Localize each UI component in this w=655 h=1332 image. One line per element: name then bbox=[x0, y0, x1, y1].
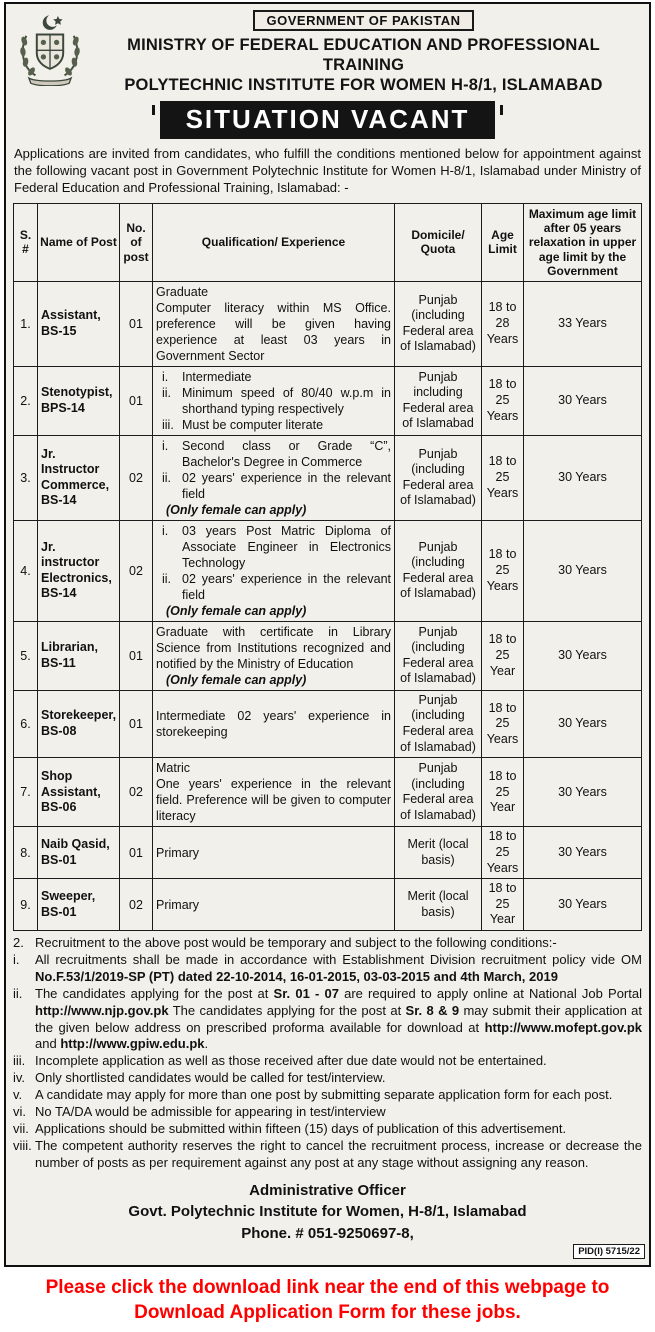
list-text: Intermediate bbox=[182, 369, 252, 384]
qualification-cell bbox=[153, 879, 395, 931]
qualification-text: Graduate bbox=[156, 284, 209, 299]
condition-item bbox=[13, 1053, 642, 1070]
max-age-relaxed: 30 Years bbox=[524, 520, 642, 621]
max-age-relaxed: 30 Years bbox=[524, 879, 642, 931]
condition-number: iv. bbox=[13, 1070, 26, 1086]
serial-number: 6. bbox=[14, 690, 38, 758]
serial-number: 3. bbox=[14, 435, 38, 520]
qualification-cell bbox=[153, 520, 395, 621]
condition-text bbox=[35, 1121, 642, 1138]
intro-paragraph: Applications are invited from candidates, who fulfill the conditions mentioned below for appointment against the following vacant post in Government Polytechnic Institute for Women H-8/1, Islamabad under Ministry of Federal Education and Professional Training, Islamabad: - bbox=[14, 146, 641, 196]
qualification-list-item bbox=[156, 523, 391, 571]
column-header: Name of Post bbox=[38, 204, 120, 282]
female-only-note: (Only female can apply) bbox=[166, 603, 307, 618]
condition-text bbox=[35, 986, 642, 1054]
table-row bbox=[14, 758, 642, 827]
post-count: 02 bbox=[120, 520, 153, 621]
list-text: 02 years' experience in the relevant field bbox=[182, 470, 391, 501]
situation-vacant-title: SITUATION VACANT bbox=[160, 101, 496, 139]
post-count: 02 bbox=[120, 435, 153, 520]
list-number: iii. bbox=[162, 417, 174, 432]
post-name: Assistant, BS-15 bbox=[38, 281, 120, 366]
table-body bbox=[14, 281, 642, 930]
header-text bbox=[85, 10, 642, 95]
ministry-title: MINISTRY OF FEDERAL EDUCATION AND PROFESSIONAL TRAINING bbox=[127, 36, 600, 75]
qualification-cell bbox=[153, 435, 395, 520]
condition-text bbox=[35, 952, 642, 986]
title-band-wrap bbox=[13, 101, 642, 139]
list-number: ii. bbox=[162, 385, 172, 400]
qualification-text: Matric bbox=[156, 761, 191, 776]
text-segment: Applications should be submitted within fifteen (15) days of publication of this advertisement. bbox=[35, 1120, 567, 1136]
text-segment: A candidate may apply for more than one post by submitting separate application form for each post. bbox=[35, 1087, 613, 1103]
post-name: Jr. instructor Electronics, BS-14 bbox=[38, 520, 120, 621]
qualification-text: Intermediate 02 years' experience in storekeeping bbox=[156, 709, 391, 740]
list-text: Minimum speed of 80/40 w.p.m in shorthand typing respectively bbox=[182, 385, 391, 416]
post-count: 01 bbox=[120, 621, 153, 690]
column-header: Qualification/ Experience bbox=[153, 204, 395, 282]
column-header: No. of post bbox=[120, 204, 153, 282]
condition-number: viii. bbox=[13, 1137, 32, 1153]
text-segment: Only shortlisted candidates would be called for test/interview. bbox=[35, 1070, 386, 1086]
text-segment: All recruitments shall be made in accordance with Establishment Division recruitment policy vide OM bbox=[35, 951, 642, 967]
list-number: i. bbox=[162, 438, 169, 453]
max-age-relaxed: 30 Years bbox=[524, 621, 642, 690]
government-of-pakistan-label: GOVERNMENT OF PAKISTAN bbox=[253, 10, 475, 31]
qualification-list-item bbox=[156, 571, 391, 603]
ad-header bbox=[13, 10, 642, 95]
table-head bbox=[14, 204, 642, 282]
domicile-quota: Punjab (including Federal area of Islamabad) bbox=[395, 758, 482, 827]
list-text: Must be computer literate bbox=[182, 417, 324, 432]
text-segment: may submit their application at the given below address on prescribed proforma available for download at bbox=[35, 1002, 642, 1035]
domicile-quota: Punjab including Federal area of Islamabad bbox=[395, 366, 482, 435]
condition-item bbox=[13, 1138, 642, 1172]
condition-text bbox=[35, 1104, 642, 1121]
domicile-quota: Merit (local basis) bbox=[395, 827, 482, 879]
text-segment: and bbox=[35, 1036, 61, 1052]
max-age-relaxed: 30 Years bbox=[524, 366, 642, 435]
table-row bbox=[14, 690, 642, 758]
qualification-list-item bbox=[156, 369, 391, 385]
qualification-text: Graduate with certificate in Library Science from Institutions recognized and notified by the Ministry of Education bbox=[156, 624, 391, 671]
qualification-cell bbox=[153, 621, 395, 690]
institute-title: POLYTECHNIC INSTITUTE FOR WOMEN H-8/1, ISLAMABAD bbox=[124, 76, 603, 95]
table-row bbox=[14, 621, 642, 690]
serial-number: 2. bbox=[14, 366, 38, 435]
condition-number: ii. bbox=[13, 985, 23, 1001]
age-limit: 18 to 25 Years bbox=[482, 435, 524, 520]
qualification-text: One years' experience in the relevant field. Preference will be given to computer literacy bbox=[156, 777, 391, 824]
qualification-list-item bbox=[156, 470, 391, 502]
condition-text bbox=[35, 1087, 642, 1104]
post-count: 01 bbox=[120, 366, 153, 435]
condition-item bbox=[13, 1104, 642, 1121]
text-segment: The candidates applying for the post at bbox=[168, 1002, 406, 1018]
condition-number: iii. bbox=[13, 1053, 26, 1069]
age-limit: 18 to 25 Year bbox=[482, 621, 524, 690]
serial-number: 8. bbox=[14, 827, 38, 879]
age-limit: 18 to 25 Years bbox=[482, 690, 524, 758]
conditions-heading bbox=[13, 935, 642, 952]
post-name: Storekeeper, BS-08 bbox=[38, 690, 120, 758]
condition-number: v. bbox=[13, 1087, 23, 1103]
condition-text bbox=[35, 1053, 642, 1070]
age-limit: 18 to 25 Years bbox=[482, 827, 524, 879]
bold-segment: Sr. 8 & 9 bbox=[405, 1002, 460, 1018]
age-limit: 18 to 28 Years bbox=[482, 281, 524, 366]
qualification-text: Primary bbox=[156, 897, 200, 912]
age-limit: 18 to 25 Years bbox=[482, 520, 524, 621]
serial-number: 5. bbox=[14, 621, 38, 690]
post-count: 02 bbox=[120, 879, 153, 931]
text-segment: . bbox=[204, 1036, 209, 1052]
domicile-quota: Punjab (including Federal area of Islamabad) bbox=[395, 281, 482, 366]
serial-number: 7. bbox=[14, 758, 38, 827]
list-text: 03 years Post Matric Diploma of Associate Engineer in Electronics Technology bbox=[182, 523, 391, 570]
list-number: i. bbox=[162, 369, 169, 384]
age-limit: 18 to 25 Year bbox=[482, 758, 524, 827]
age-limit: 18 to 25 Year bbox=[482, 879, 524, 931]
qualification-cell bbox=[153, 827, 395, 879]
list-text: Second class or Grade “C”, Bachelor's Degree in Commerce bbox=[182, 438, 391, 469]
column-header: Domicile/ Quota bbox=[395, 204, 482, 282]
text-segment: No TA/DA would be admissible for appearing in test/interview bbox=[35, 1103, 386, 1119]
list-number: ii. bbox=[162, 571, 172, 586]
list-number: i. bbox=[162, 523, 169, 538]
table-row bbox=[14, 520, 642, 621]
table-row bbox=[14, 366, 642, 435]
text-segment: The competent authority reserves the right to cancel the recruitment process, increase or decrease the number of posts as per requirement against any post at any stage without assigning any reason. bbox=[35, 1137, 642, 1170]
age-limit: 18 to 25 Years bbox=[482, 366, 524, 435]
qualification-cell bbox=[153, 366, 395, 435]
post-count: 01 bbox=[120, 827, 153, 879]
conditions-section bbox=[13, 935, 642, 1171]
max-age-relaxed: 30 Years bbox=[524, 758, 642, 827]
condition-text bbox=[35, 1138, 642, 1172]
conditions-heading-number: 2. bbox=[13, 935, 24, 951]
condition-item bbox=[13, 1121, 642, 1138]
list-number: ii. bbox=[162, 470, 172, 485]
header-row bbox=[14, 204, 642, 282]
max-age-relaxed: 30 Years bbox=[524, 827, 642, 879]
table-row bbox=[14, 281, 642, 366]
post-name: Jr. Instructor Commerce, BS-14 bbox=[38, 435, 120, 520]
max-age-relaxed: 30 Years bbox=[524, 690, 642, 758]
max-age-relaxed: 30 Years bbox=[524, 435, 642, 520]
post-count: 01 bbox=[120, 281, 153, 366]
serial-number: 4. bbox=[14, 520, 38, 621]
post-name: Naib Qasid, BS-01 bbox=[38, 827, 120, 879]
page bbox=[0, 2, 655, 1326]
bold-segment: http://www.njp.gov.pk bbox=[35, 1002, 169, 1018]
qualification-cell bbox=[153, 758, 395, 827]
post-name: Shop Assistant, BS-06 bbox=[38, 758, 120, 827]
post-count: 01 bbox=[120, 690, 153, 758]
female-only-note: (Only female can apply) bbox=[166, 672, 307, 687]
bold-segment: No.F.53/1/2019-SP (PT) dated 22-10-2014, 16-01-2015, 03-03-2015 and 4th March, 2019 bbox=[35, 968, 558, 984]
qualification-list-item bbox=[156, 417, 391, 433]
download-notice: Please click the download link near the end of this webpage to Download Application Form for these jobs. bbox=[45, 1276, 610, 1324]
pid-badge: PID(I) 5715/22 bbox=[573, 1244, 645, 1259]
vacancies-table bbox=[13, 203, 642, 931]
serial-number: 1. bbox=[14, 281, 38, 366]
domicile-quota: Merit (local basis) bbox=[395, 879, 482, 931]
qualification-cell bbox=[153, 281, 395, 366]
qualification-list-item bbox=[156, 438, 391, 470]
column-header: Maximum age limit after 05 years relaxation in upper age limit by the Government bbox=[524, 204, 642, 282]
conditions-heading-text: Recruitment to the above post would be temporary and subject to the following conditions:- bbox=[35, 935, 557, 951]
condition-number: i. bbox=[13, 951, 20, 967]
condition-item bbox=[13, 986, 642, 1054]
condition-item bbox=[13, 1070, 642, 1087]
ad-footer bbox=[13, 1180, 642, 1261]
table-row bbox=[14, 435, 642, 520]
post-name: Librarian, BS-11 bbox=[38, 621, 120, 690]
condition-item bbox=[13, 952, 642, 986]
post-name: Sweeper, BS-01 bbox=[38, 879, 120, 931]
table-row bbox=[14, 827, 642, 879]
column-header: S. # bbox=[14, 204, 38, 282]
conditions-list bbox=[13, 952, 642, 1172]
qualification-list-item bbox=[156, 385, 391, 417]
table-row bbox=[14, 879, 642, 931]
condition-number: vii. bbox=[13, 1120, 29, 1136]
qualification-text: Computer literacy within MS Office. preference will be given having experience at least 03 years in Government Sector bbox=[156, 300, 391, 363]
condition-item bbox=[13, 1087, 642, 1104]
text-segment: Incomplete application as well as those received after due date would not be entertained. bbox=[35, 1053, 547, 1069]
domicile-quota: Punjab (including Federal area of Islamabad) bbox=[395, 435, 482, 520]
bold-segment: http://www.gpiw.edu.pk bbox=[60, 1036, 205, 1052]
signatory-title: Administrative Officer bbox=[249, 1181, 406, 1199]
text-segment: are required to apply online at National Job Portal bbox=[338, 985, 642, 1001]
qualification-cell bbox=[153, 690, 395, 758]
domicile-quota: Punjab (including Federal area of Islamabad) bbox=[395, 690, 482, 758]
phone-number: Phone. # 051-9250697-8, bbox=[241, 1225, 414, 1243]
bold-segment: http://www.mofept.gov.pk bbox=[484, 1019, 642, 1035]
qualification-text: Primary bbox=[156, 845, 200, 860]
domicile-quota: Punjab (including Federal area of Islamabad) bbox=[395, 520, 482, 621]
column-header: Age Limit bbox=[482, 204, 524, 282]
pakistan-emblem-icon bbox=[17, 12, 83, 86]
condition-text bbox=[35, 1070, 642, 1087]
post-count: 02 bbox=[120, 758, 153, 827]
signatory-institute: Govt. Polytechnic Institute for Women, H-8/1, Islamabad bbox=[128, 1203, 527, 1221]
female-only-note: (Only female can apply) bbox=[166, 502, 307, 517]
post-name: Stenotypist, BPS-14 bbox=[38, 366, 120, 435]
text-segment: The candidates applying for the post at bbox=[35, 985, 274, 1001]
bold-segment: Sr. 01 - 07 bbox=[273, 985, 339, 1001]
advertisement bbox=[4, 2, 651, 1267]
max-age-relaxed: 33 Years bbox=[524, 281, 642, 366]
serial-number: 9. bbox=[14, 879, 38, 931]
domicile-quota: Punjab (including Federal area of Islamabad) bbox=[395, 621, 482, 690]
condition-number: vi. bbox=[13, 1103, 26, 1119]
list-text: 02 years' experience in the relevant field bbox=[182, 571, 391, 602]
